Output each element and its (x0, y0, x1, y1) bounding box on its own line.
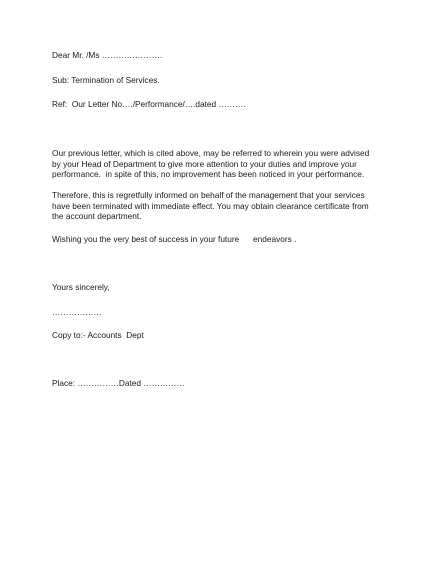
paragraph-line: by your Head of Department to give more attention to your duties and improve your (52, 158, 357, 169)
place-dated-line: Place: ……………Dated …………… (52, 378, 185, 388)
copy-to-line: Copy to:- Accounts Dept (52, 330, 144, 340)
salutation: Dear Mr. /Ms …………………. (52, 50, 163, 60)
reference-line: Ref: Our Letter No…./Performance/….dated ………. (52, 99, 246, 109)
signature-placeholder: ……………… (52, 307, 102, 317)
subject-line: Sub: Termination of Services. (52, 75, 160, 85)
paragraph-termination (52, 190, 392, 222)
paragraph-line: the account department. (52, 211, 142, 221)
wishes-line: Wishing you the very best of success in your future endeavors . (52, 234, 297, 244)
paragraph-line: Our previous letter, which is cited above, may be referred to wherein you were advised (52, 148, 370, 158)
paragraph-line: have been terminated with immediate effect. You may obtain clearance certificate from (52, 200, 369, 211)
closing-line: Yours sincerely, (52, 282, 110, 292)
paragraph-line: Therefore, this is regretfully informed on behalf of the management that your services (52, 190, 365, 200)
paragraph-line: performance. in spite of this, no improvement has been noticed in your performance. (52, 169, 365, 179)
paragraph-previous-letter (52, 148, 392, 180)
